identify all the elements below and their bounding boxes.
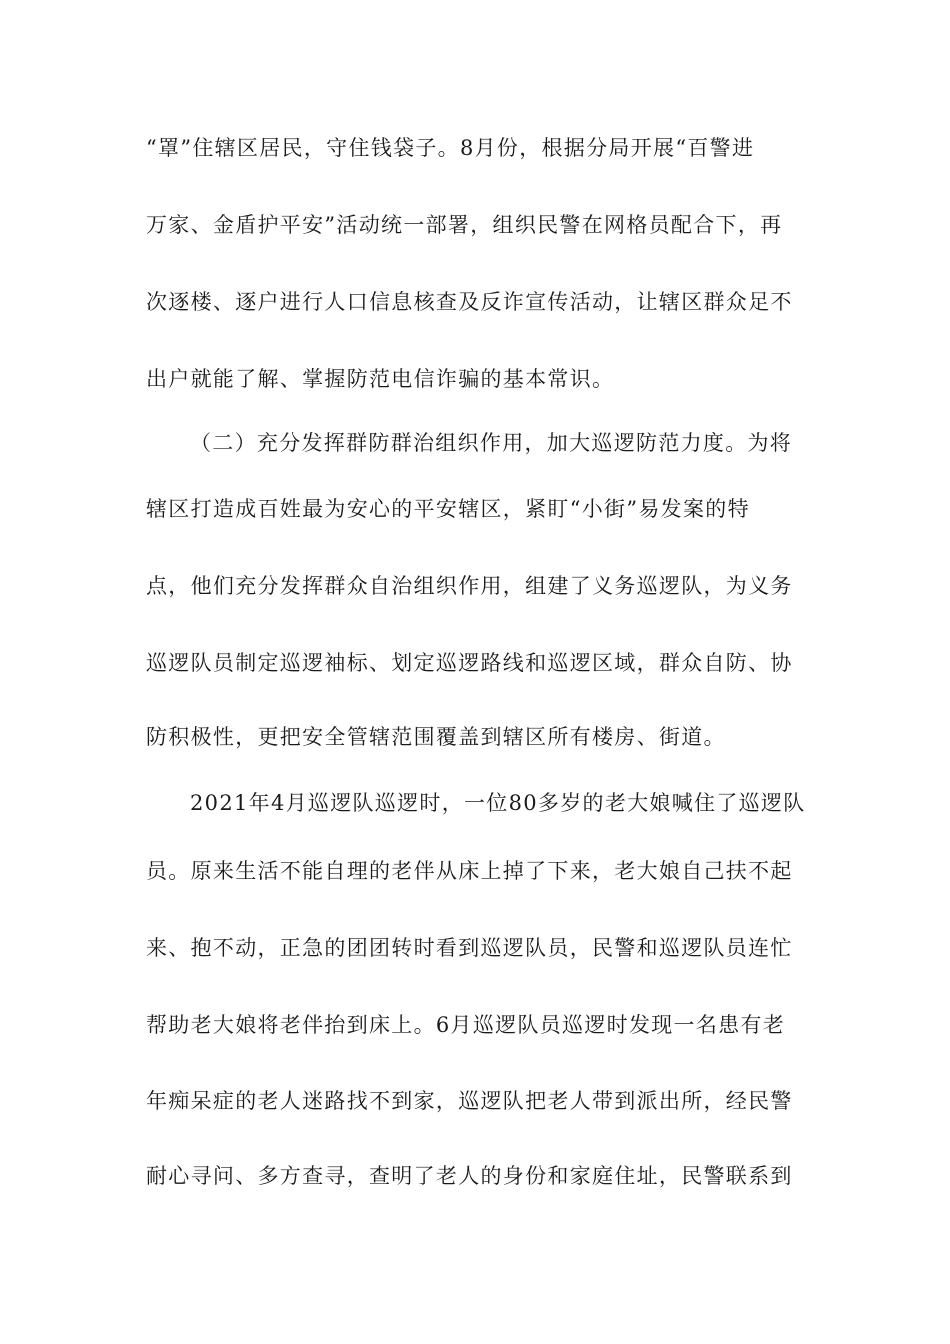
text-line: “罩”住辖区居民，守住钱袋子。8月份，根据分局开展“百警进 (146, 136, 755, 160)
text-line: 次逐楼、逐户进行人口信息核查及反诈宣传活动，让辖区群众足不 (146, 290, 793, 314)
text-line: 帮助老大娘将老伴抬到床上。6月巡逻队员巡逻时发现一名患有老 (146, 1013, 786, 1037)
text-line: 来、抱不动，正急的团团转时看到巡逻队员，民警和巡逻队员连忙 (146, 936, 793, 960)
text-line: 巡逻队员制定巡逻袖标、划定巡逻路线和巡逻区域，群众自防、协 (146, 651, 793, 675)
text-line: 员。原来生活不能自理的老伴从床上掉了下来，老大娘自己扶不起 (146, 859, 793, 883)
text-line: 点，他们充分发挥群众自治组织作用，组建了义务巡逻队，为义务 (146, 574, 793, 598)
text-line: 2021年4月巡逻队巡逻时，一位80多岁的老大娘喊住了巡逻队 (190, 791, 806, 815)
text-line: 耐心寻问、多方查寻，查明了老人的身份和家庭住址，民警联系到 (146, 1164, 793, 1188)
text-line: 万家、金盾护平安”活动统一部署，组织民警在网格员配合下，再 (146, 213, 783, 237)
text-line: 防积极性，更把安全管辖范围覆盖到辖区所有楼房、街道。 (146, 725, 726, 749)
text-line: （二）充分发挥群防群治组织作用，加大巡逻防范力度。为将 (190, 431, 793, 455)
text-line: 出户就能了解、掌握防范电信诈骗的基本常识。 (146, 367, 615, 391)
text-line: 年痴呆症的老人迷路找不到家，巡逻队把老人带到派出所，经民警 (146, 1089, 793, 1113)
text-line: 辖区打造成百姓最为安心的平安辖区，紧盯“小街”易发案的特 (146, 497, 750, 521)
